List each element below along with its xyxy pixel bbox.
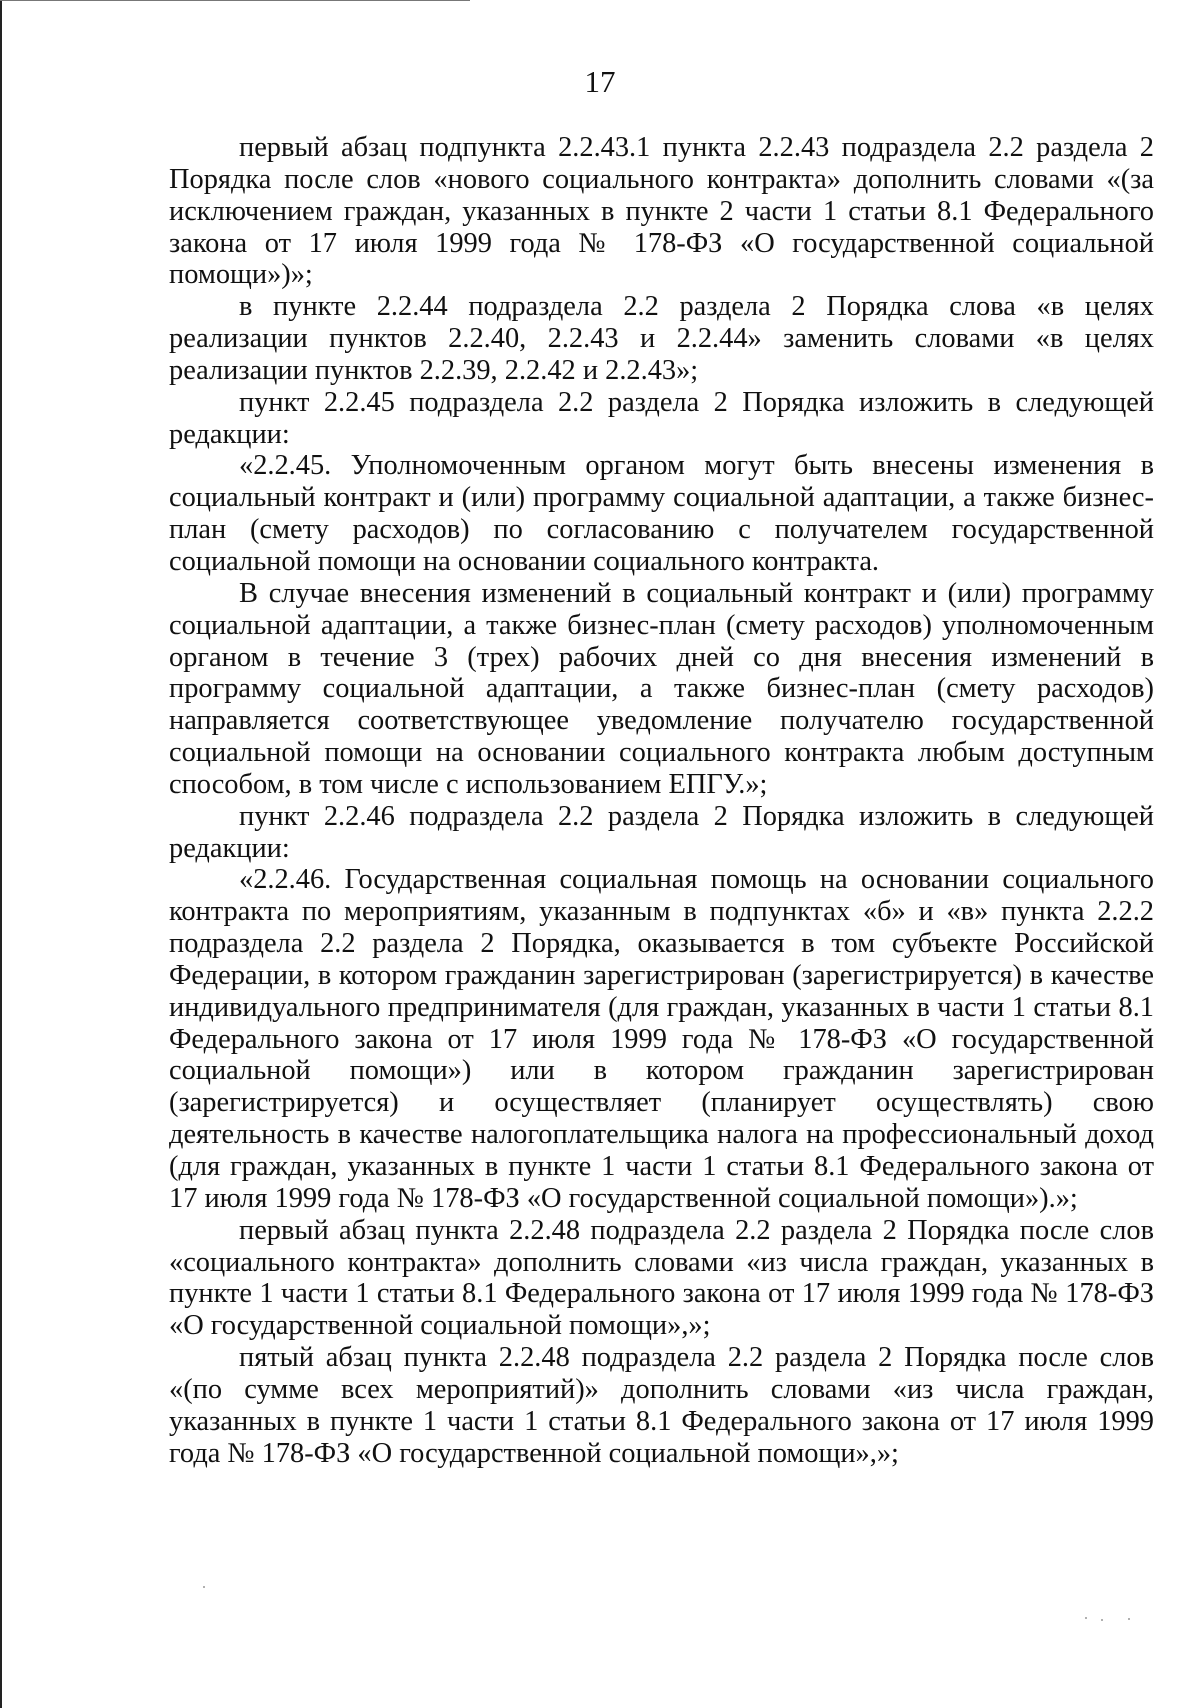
paragraph-intro-2-2-46: пункт 2.2.46 подраздела 2.2 раздела 2 Порядка изложить в следующей редакции:: [169, 800, 1154, 864]
paragraph-amend-2-2-44: в пункте 2.2.44 подраздела 2.2 раздела 2 Порядка слова «в целях реализации пунктов 2.2.40, 2.2.43 и 2.2.44» заменить словами «в целях реализации пунктов 2.2.39, 2.2.42 и 2.2.43»;: [169, 291, 1154, 386]
paragraph-text-2-2-46: «2.2.46. Государственная социальная помощь на основании социального контракта по мероприятиям, указанным в подпунктах «б» и «в» пункта 2.2.2 подраздела 2.2 раздела 2 Порядка, оказывается в том субъекте Российской Федерации, в котором гражданин зарегистрирован (зарегистрируется) в качестве индивидуального предпринимателя (для граждан, указанных в части 1 статьи 8.1 Федерального закона от 17 июля 1999 года № 178-ФЗ «О государственной социальной помощи») или в котором гражданин зарегистрирован (зарегистрируется) и осуществляет (планирует осуществлять) свою деятельность в качестве налогоплательщика налога на профессиональный доход (для граждан, указанных в пункте 1 части 1 статьи 8.1 Федерального закона от 17 июля 1999 года № 178-ФЗ «О государственной социальной помощи»).»;: [169, 864, 1154, 1214]
scan-speck: [1085, 1617, 1087, 1619]
document-body: [169, 132, 1154, 1469]
paragraph-amend-2-2-48-first: первый абзац пункта 2.2.48 подраздела 2.2 раздела 2 Порядка после слов «социального контракта» дополнить словами «из числа граждан, указанных в пункте 1 части 1 статьи 8.1 Федерального закона от 17 июля 1999 года № 178-ФЗ «О государственной социальной помощи»,»;: [169, 1214, 1154, 1342]
paragraph-amend-2-2-43-1: первый абзац подпункта 2.2.43.1 пункта 2.2.43 подраздела 2.2 раздела 2 Порядка после слов «нового социального контракта» дополнить словами «(за исключением граждан, указанных в пункте 2 части 1 статьи 8.1 Федерального закона от 17 июля 1999 года № 178-ФЗ «О государственной социальной помощи»)»;: [169, 132, 1154, 291]
scan-speck: [1128, 1618, 1130, 1620]
scan-speck: [203, 1586, 205, 1588]
scan-speck: [1101, 1619, 1103, 1621]
paragraph-amend-2-2-48-fifth: пятый абзац пункта 2.2.48 подраздела 2.2 раздела 2 Порядка после слов «(по сумме всех мероприятий)» дополнить словами «из числа граждан, указанных в пункте 1 части 1 статьи 8.1 Федерального закона от 17 июля 1999 года № 178-ФЗ «О государственной социальной помощи»,»;: [169, 1342, 1154, 1469]
page-number: 17: [584, 64, 616, 99]
paragraph-text-2-2-45: «2.2.45. Уполномоченным органом могут быть внесены изменения в социальный контракт и (или) программу социальной адаптации, а также бизнес-план (смету расходов) по согласованию с получателем государственной социальной помощи на основании социального контракта.: [169, 450, 1154, 577]
scan-left-edge: [0, 0, 2, 1708]
paragraph-intro-2-2-45: пункт 2.2.45 подраздела 2.2 раздела 2 Порядка изложить в следующей редакции:: [169, 386, 1154, 450]
scan-top-edge: [0, 0, 470, 1]
paragraph-text-2-2-45-changes: В случае внесения изменений в социальный контракт и (или) программу социальной адаптации, а также бизнес-план (смету расходов) уполномоченным органом в течение 3 (трех) рабочих дней со дня внесения изменений в программу социальной адаптации, а также бизнес-план (смету расходов) направляется соответствующее уведомление получателю государственной социальной помощи на основании социального контракта любым доступным способом, в том числе с использованием ЕПГУ.»;: [169, 577, 1154, 800]
